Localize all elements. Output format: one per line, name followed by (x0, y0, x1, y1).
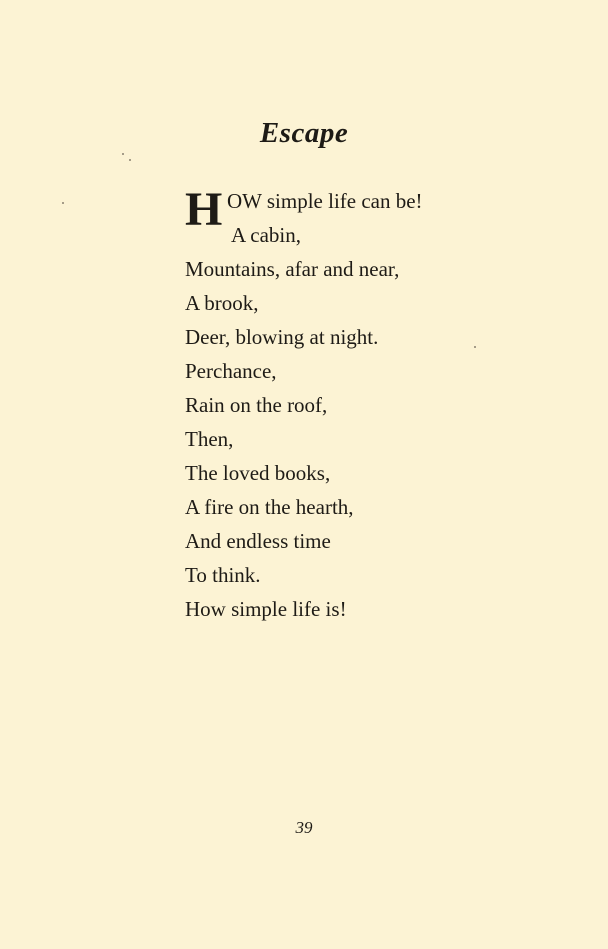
poem-title: Escape (259, 117, 349, 149)
poem-line: To think. (185, 563, 261, 587)
poem-line: Perchance, (185, 359, 277, 383)
poem-line: The loved books, (185, 461, 331, 485)
drop-cap: H (185, 183, 223, 236)
poem-line: Then, (185, 427, 234, 451)
poem-line-first: OW simple life can be! (227, 189, 423, 213)
poem-opening (185, 183, 423, 252)
paper-speck (474, 346, 476, 348)
poem-line: A brook, (185, 291, 259, 315)
paper-speck (62, 202, 64, 204)
poem-line: And endless time (185, 529, 331, 553)
poem-line: Rain on the roof, (185, 393, 328, 417)
page-number: 39 (295, 818, 313, 837)
poem-body (185, 183, 423, 626)
poem-line-second: A cabin, (231, 223, 301, 247)
poem-line: Mountains, afar and near, (185, 257, 400, 281)
paper-speck (122, 153, 124, 155)
poem-line: A fire on the hearth, (185, 495, 354, 519)
poem-line: Deer, blowing at night. (185, 325, 379, 349)
poem-line: How simple life is! (185, 597, 347, 621)
paper-speck (129, 159, 131, 161)
